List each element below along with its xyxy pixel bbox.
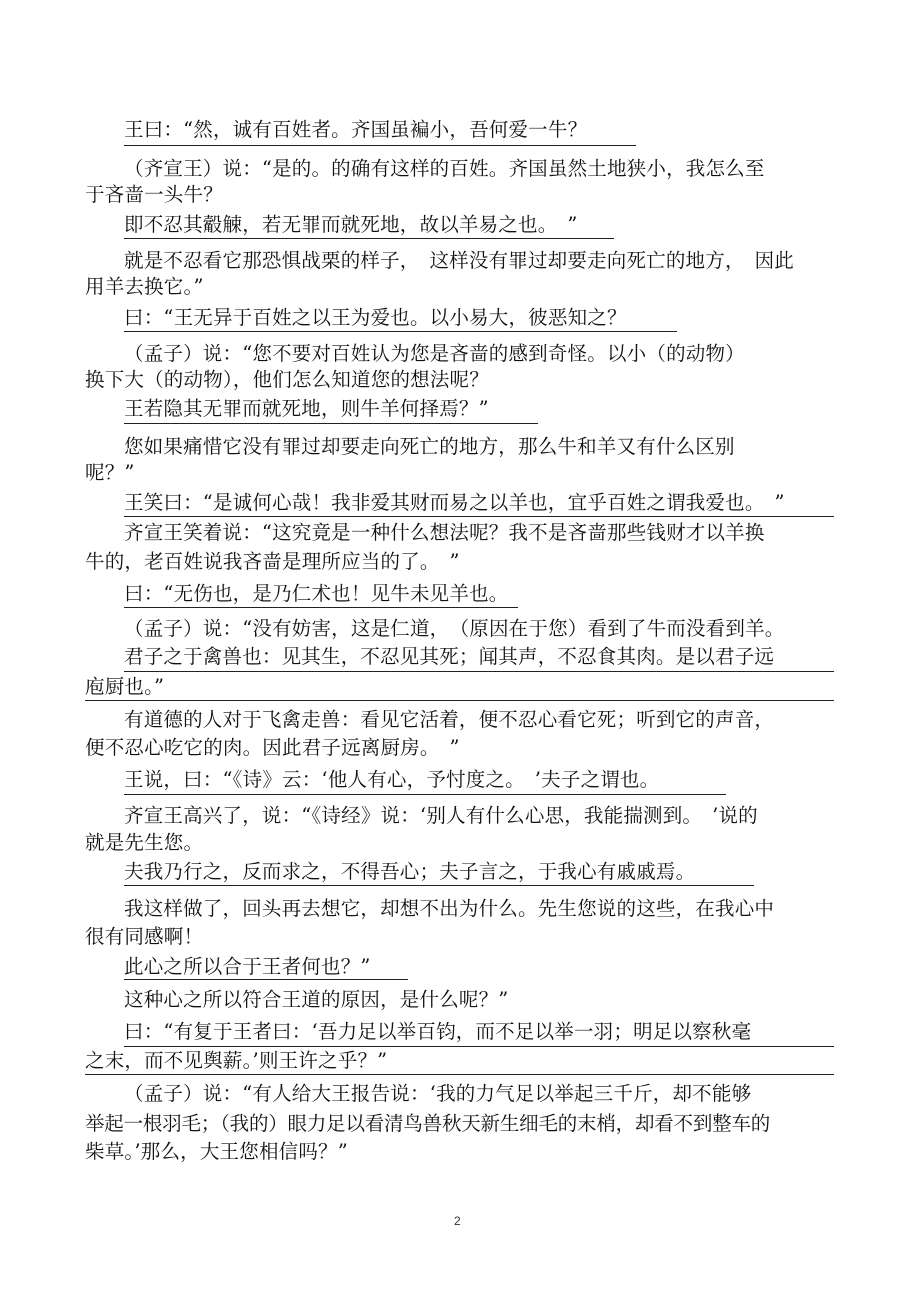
original-text-line: 此心之所以合于王者何也？” [124, 955, 371, 978]
underline [124, 238, 614, 239]
original-text-line: 即不忍其觳觫，若无罪而就死地，故以羊易之也。 ” [124, 213, 578, 236]
underline [124, 516, 834, 517]
original-text-line: 曰：“无伤也，是乃仁术也！见牛未见羊也。 [124, 582, 509, 605]
underline [124, 794, 726, 795]
underline [124, 423, 538, 424]
translation-line: 牛的，老百姓说我吝啬是理所应当的了。 ” [85, 550, 460, 573]
translation-line: 很有同感啊！ [85, 925, 204, 948]
translation-line: 我这样做了，回头再去想它，却想不出为什么。先生您说的这些，在我心中 [124, 897, 775, 920]
translation-line: 这种心之所以符合王道的原因，是什么呢？” [124, 988, 509, 1011]
underline [85, 700, 834, 701]
underline [85, 1074, 834, 1075]
original-text-line: 王曰：“然，诚有百姓者。齐国虽褊小，吾何爱一牛？ [124, 118, 588, 141]
underline [124, 331, 677, 332]
original-text-line: 曰：“有复于王者曰：‘吾力足以举百钧，而不足以举一羽；明足以察秋毫 [124, 1020, 752, 1043]
translation-line: 换下大（的动物），他们怎么知道您的想法呢？ [85, 368, 489, 391]
original-text-line: 君子之于禽兽也：见其生，不忍见其死；闻其声，不忍食其肉。是以君子远 [124, 645, 775, 668]
underline [124, 1046, 834, 1047]
translation-line: （孟子）说：“您不要对百姓认为您是吝啬的感到奇怪。以小（的动物） [124, 342, 745, 365]
translation-line: 就是不忍看它那恐惧战栗的样子， 这样没有罪过却要走向死亡的地方， 因此 [124, 249, 795, 272]
underline [124, 671, 834, 672]
underline [124, 607, 518, 608]
translation-line: 柴草。’那么，大王您相信吗？” [85, 1140, 348, 1163]
translation-line: 齐宣王笑着说：“这究竟是一种什么想法呢？我不是吝啬那些钱财才以羊换 [124, 521, 765, 544]
original-text-line: 王笑曰：“是诚何心哉！我非爱其财而易之以羊也，宜乎百姓之谓我爱也。 ” [124, 491, 785, 514]
original-text-line: 之末，而不见舆薪。’则王许之乎？” [85, 1049, 388, 1072]
underline [124, 885, 754, 886]
translation-line: （孟子）说：“有人给大王报告说：‘我的力气足以举起三千斤，却不能够 [124, 1082, 752, 1105]
translation-line: 齐宣王高兴了，说：“《诗经》说：‘别人有什么心思，我能揣测到。 ’说的 [124, 804, 758, 827]
underline [124, 979, 408, 980]
original-text-line: 王说，曰：“《诗》云：‘他人有心，予忖度之。 ’夫子之谓也。 [124, 768, 660, 791]
translation-line: 有道德的人对于飞禽走兽：看见它活着，便不忍心看它死；听到它的声音， [124, 708, 775, 731]
translation-line: 就是先生您。 [85, 831, 204, 854]
original-text-line: 王若隐其无罪而就死地，则牛羊何择焉？” [124, 397, 489, 420]
translation-line: 便不忍心吃它的肉。因此君子远离厨房。 ” [85, 736, 460, 759]
page-number: 2 [454, 1214, 461, 1228]
translation-line: （齐宣王）说：“是的。的确有这样的百姓。齐国虽然土地狭小，我怎么至 [124, 157, 765, 180]
original-text-line: 曰：“王无异于百姓之以王为爱也。以小易大，彼恶知之？ [124, 306, 627, 329]
translation-line: 举起一根羽毛；（我的）眼力足以看清鸟兽秋天新生细毛的末梢，却看不到整车的 [85, 1112, 771, 1135]
underline [124, 145, 636, 146]
original-text-line: 庖厨也。” [85, 675, 165, 698]
translation-line: 呢？” [85, 461, 135, 484]
translation-line: 用羊去换它。” [85, 275, 204, 298]
translation-line: （孟子）说：“没有妨害，这是仁道， （原因在于您）看到了牛而没看到羊。 [124, 617, 785, 640]
original-text-line: 夫我乃行之，反而求之，不得吾心；夫子言之，于我心有戚戚焉。 [124, 860, 696, 883]
translation-line: 您如果痛惜它没有罪过却要走向死亡的地方，那么牛和羊又有什么区别 [124, 435, 735, 458]
translation-line: 于吝啬一头牛？ [85, 183, 223, 206]
